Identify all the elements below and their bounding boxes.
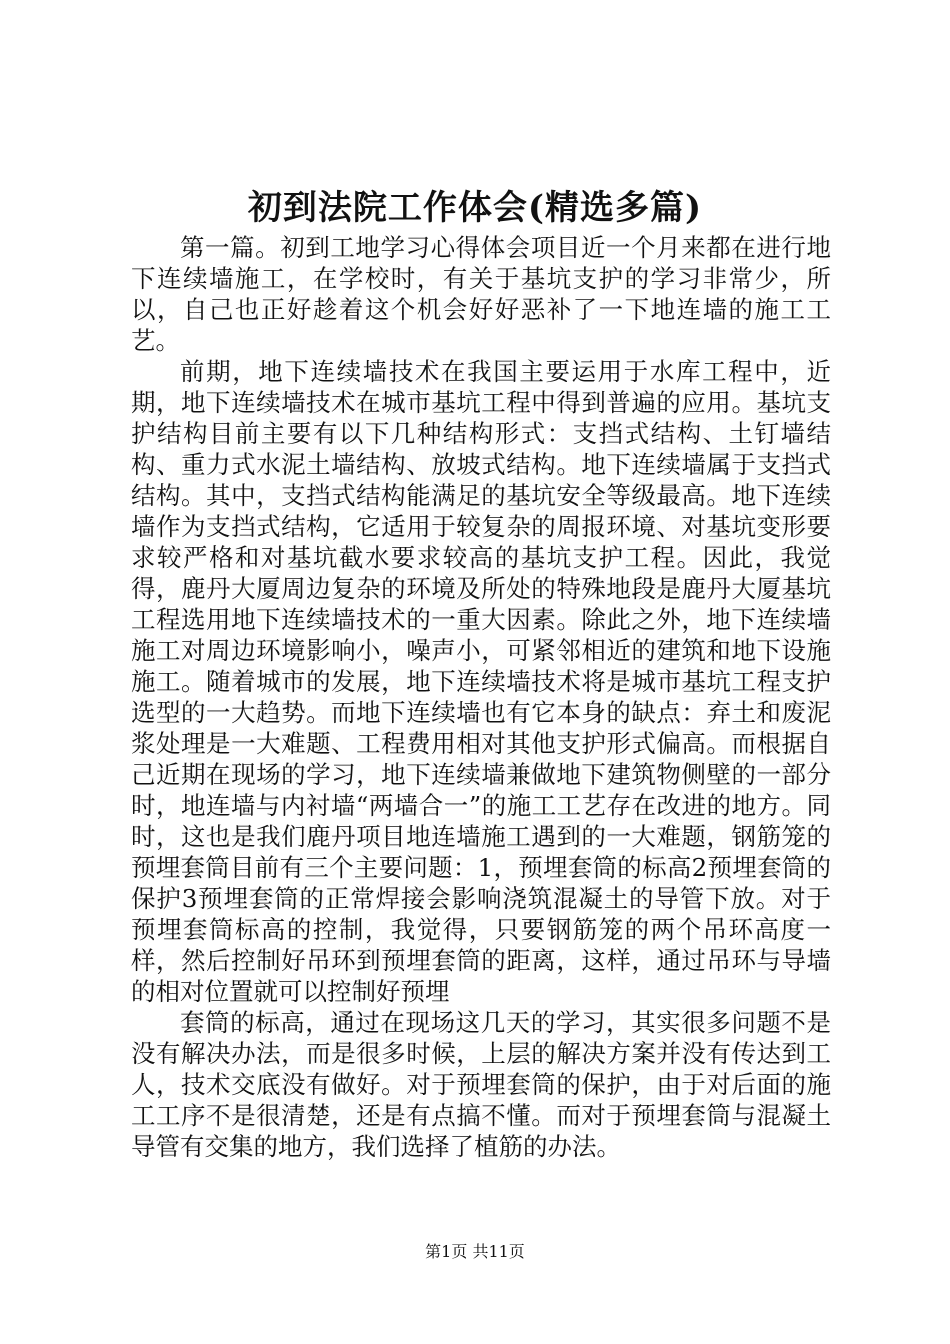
page-number-footer: 第1页 共11页 [425, 1242, 525, 1261]
paragraph-3: 套筒的标高，通过在现场这几天的学习，其实很多问题不是没有解决办法，而是很多时候，上层的解决方案并没有传达到工人，技术交底没有做好。对于预埋套筒的保护，由于对后面的施工工序不是很清楚，还是有点搞不懂。而对于预埋套筒与混凝土导管有交集的地方，我们选择了植筋的办法。 [131, 1008, 831, 1161]
paragraph-1: 第一篇。初到工地学习心得体会项目近一个月来都在进行地下连续墙施工，在学校时，有关于基坑支护的学习非常少，所以，自己也正好趁着这个机会好好恶补了一下地连墙的施工工艺。 [131, 233, 831, 355]
document-body [131, 232, 831, 1162]
document-title: 初到法院工作体会(精选多篇) [247, 188, 703, 228]
paragraph-2: 前期，地下连续墙技术在我国主要运用于水库工程中，近期，地下连续墙技术在城市基坑工程中得到普遍的应用。基坑支护结构目前主要有以下几种结构形式：支挡式结构、土钉墙结构、重力式水泥土墙结构、放坡式结构。地下连续墙属于支挡式结构。其中，支挡式结构能满足的基坑安全等级最高。地下连续墙作为支挡式结构，它适用于较复杂的周报环境、对基坑变形要求较严格和对基坑截水要求较高的基坑支护工程。因此，我觉得，鹿丹大厦周边复杂的环境及所处的特殊地段是鹿丹大厦基坑工程选用地下连续墙技术的一重大因素。除此之外，地下连续墙施工对周边环境影响小，噪声小，可紧邻相近的建筑和地下设施施工。随着城市的发展，地下连续墙技术将是城市基坑工程支护选型的一大趋势。而地下连续墙也有它本身的缺点：弃土和废泥浆处理是一大难题、工程费用相对其他支护形式偏高。而根据自己近期在现场的学习，地下连续墙兼做地下建筑物侧壁的一部分时，地连墙与内衬墙“两墙合一”的施工工艺存在改进的地方。同时，这也是我们鹿丹项目地连墙施工遇到的一大难题，钢筋笼的预埋套筒目前有三个主要问题：1，预埋套筒的标高2预埋套筒的保护3预埋套筒的正常焊接会影响浇筑混凝土的导管下放。对于预埋套筒标高的控制，我觉得，只要钢筋笼的两个吊环高度一样，然后控制好吊环到预埋套筒的距离，这样，通过吊环与导墙的相对位置就可以控制好预埋 [131, 357, 831, 1006]
